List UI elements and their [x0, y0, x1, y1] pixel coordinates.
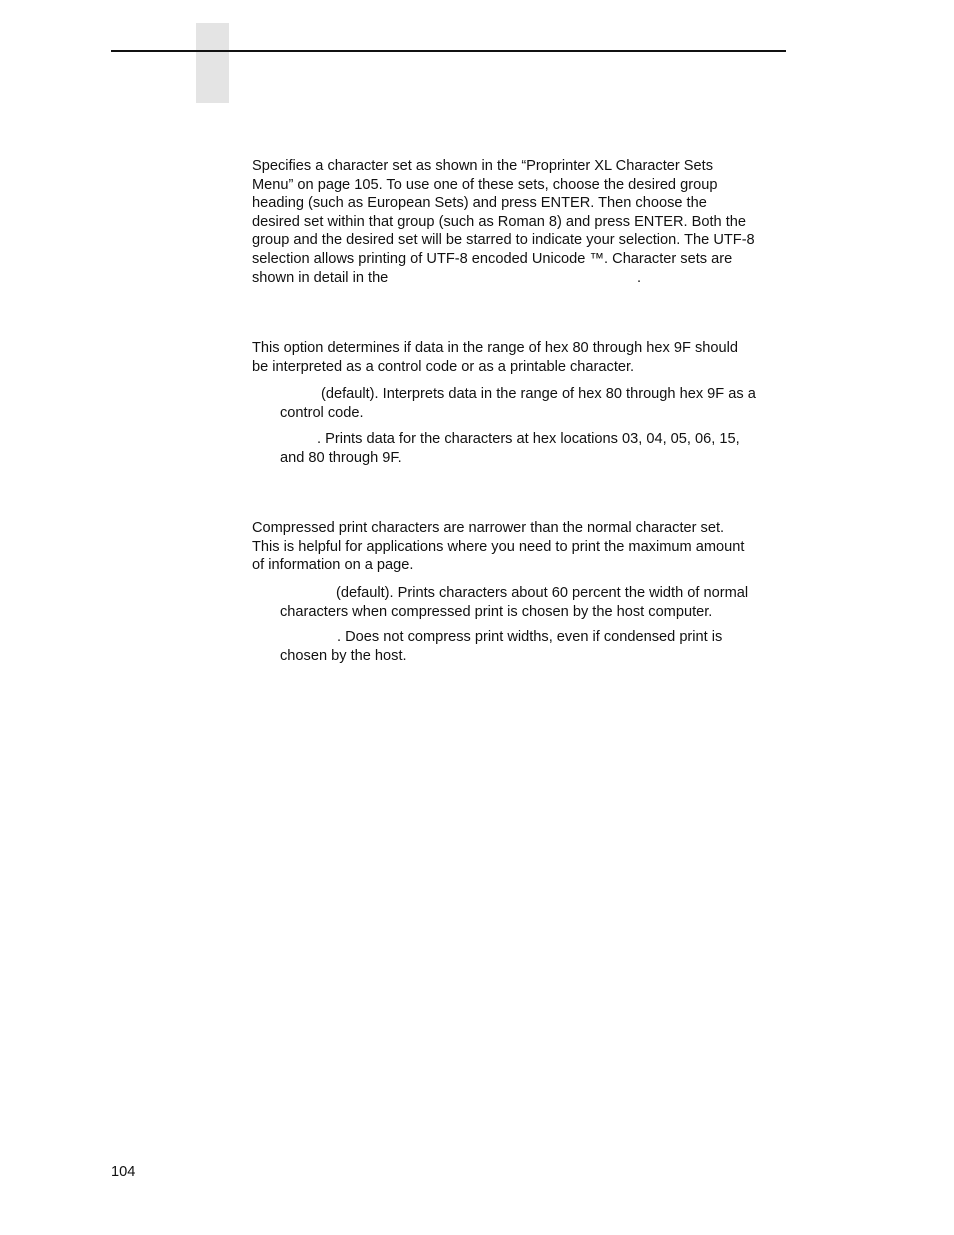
text-line: (default). Interprets data in the range of hex 80 through hex 9F as a	[321, 386, 756, 402]
text-line: (default). Prints characters about 60 percent the width of normal	[336, 585, 749, 601]
compressed-option-disable	[280, 628, 722, 665]
text-line: of information on a page.	[252, 557, 414, 574]
text-line: This is helpful for applications where you need to print the maximum amount	[252, 538, 745, 555]
text-line: Compressed print characters are narrower than the normal character set.	[252, 520, 725, 536]
text-line: and 80 through 9F.	[280, 449, 402, 466]
compressed-print-description	[252, 519, 744, 575]
page-number: 104	[111, 1164, 136, 1180]
text-line: be interpreted as a control code or as a printable character.	[252, 358, 635, 375]
hex-range-description	[252, 339, 738, 376]
text-line: chosen by the host.	[280, 647, 407, 664]
text-line: control code.	[280, 404, 364, 421]
text-line: Menu” on page 105. To use one of these sets, choose the desired group	[252, 176, 718, 193]
text-line: Specifies a character set as shown in the “Proprinter XL Character Sets	[252, 158, 713, 174]
text-line: shown in detail in the	[252, 269, 389, 286]
text-line: desired set within that group (such as Roman 8) and press ENTER. Both the	[252, 213, 746, 230]
char-set-description	[252, 157, 755, 287]
text-line: characters when compressed print is chosen by the host computer.	[280, 603, 713, 620]
text-line: . Does not compress print widths, even if condensed print is	[337, 629, 723, 645]
text-line: . Prints data for the characters at hex locations 03, 04, 05, 06, 15,	[317, 431, 740, 447]
hex-option-control-code	[280, 385, 756, 422]
text-line: This option determines if data in the range of hex 80 through hex 9F should	[252, 340, 738, 356]
compressed-option-enable	[280, 584, 748, 621]
text-line: heading (such as European Sets) and press ENTER. Then choose the	[252, 195, 707, 212]
text-line: group and the desired set will be starred to indicate your selection. The UTF-8	[252, 232, 755, 249]
header-rule	[111, 50, 786, 52]
hex-option-printable	[280, 430, 740, 467]
trailing-period: .	[637, 269, 642, 286]
chapter-tab-marker	[196, 23, 229, 103]
text-line: selection allows printing of UTF-8 encoded Unicode ™. Character sets are	[252, 250, 733, 267]
